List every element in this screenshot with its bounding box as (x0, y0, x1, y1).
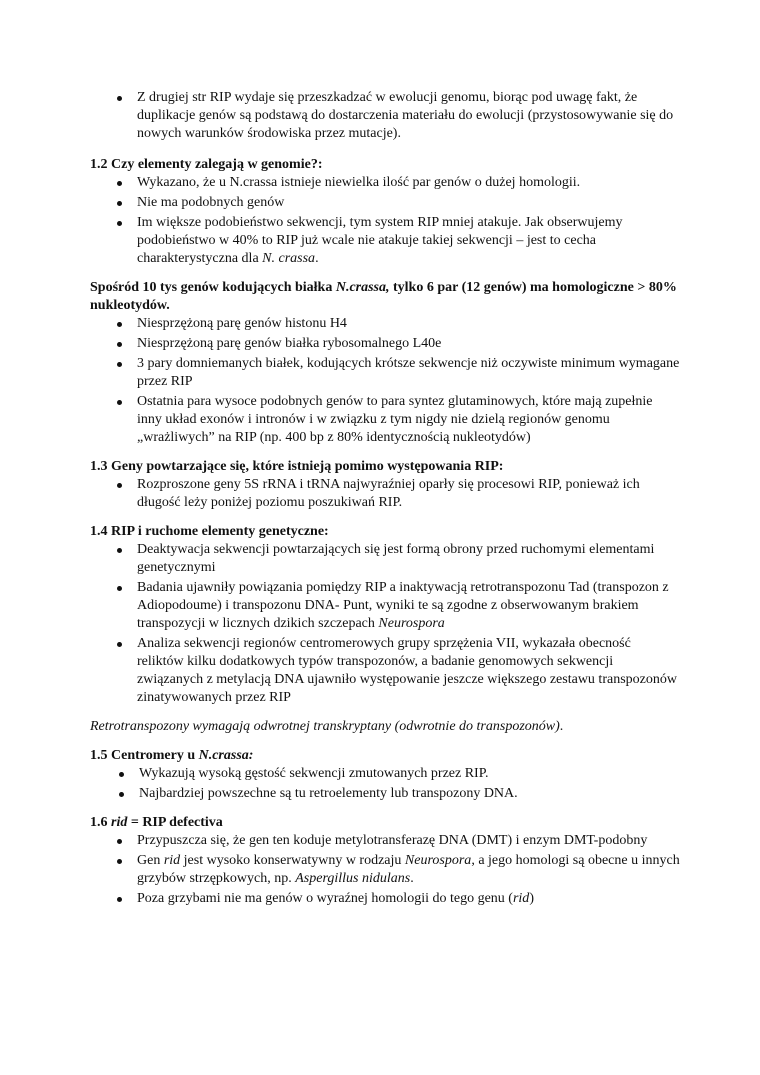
list-item: Przypuszcza się, że gen ten koduje metylotransferazę DNA (DMT) i enzym DMT-podobny (90, 832, 680, 850)
list-item: Analiza sekwencji regionów centromerowych grupy sprzężenia VII, wykazała obecność reliktów kilku dodatkowych typów transpozonów, a badanie genomowych sekwencji związanych z metylacją DNA ujawniło występowanie jeszcze większego zestawu transpozonów zinatywowanych przez RIP (90, 635, 680, 707)
list-item: Najbardziej powszechne są tu retroelementy lub transpozony DNA. (90, 785, 680, 803)
section-1-3-list (90, 476, 680, 512)
list-item: Gen rid jest wysoko konserwatywny w rodzaju Neurospora, a jego homologi są obecne u innych grzybów strzępkowych, np. Aspergillus nidulans. (90, 852, 680, 888)
list-item: Ostatnia para wysoce podobnych genów to para syntez glutaminowych, które mają zupełnie inny układ exonów i intronów i w związku z tym nigdy nie dzielą regionów genomu „wrażliwych” na RIP (np. 400 bp z 80% identycznością nukleotydów) (90, 393, 680, 447)
bullet-icon (117, 897, 122, 902)
section-1-2-list (90, 174, 680, 268)
list-item: Rozproszone geny 5S rRNA i tRNA najwyraźniej oparły się procesowi RIP, ponieważ ich długość leży poniżej poziomu poszukiwań RIP. (90, 476, 680, 512)
list-item: Wykazano, że u N.crassa istnieje niewielka ilość par genów o dużej homologii. (90, 174, 680, 192)
section-heading-1-3: 1.3 Geny powtarzające się, które istnieją pomimo występowania RIP: (90, 459, 504, 474)
section-heading-1-6: 1.6 rid = RIP defectiva (90, 815, 223, 830)
list-item: Z drugiej str RIP wydaje się przeszkadzać w ewolucji genomu, biorąc pod uwagę fakt, że duplikacje genów są podstawą do dostarczenia materiału do ewolucji (przystosowywanie się do nowych warunków środowiska przez mutacje). (90, 89, 680, 143)
list-item: Wykazują wysoką gęstość sekwencji zmutowanych przez RIP. (90, 765, 680, 783)
section-1-6-list (90, 832, 680, 908)
list-item: Niesprzężoną parę genów histonu H4 (90, 315, 680, 333)
retrotransposon-note: Retrotranspozony wymagają odwrotnej transkryptany (odwrotnie do transpozonów). (90, 719, 564, 734)
bullet-icon (119, 792, 124, 797)
bullet-icon (117, 322, 122, 327)
bullet-icon (117, 839, 122, 844)
list-item: Niesprzężoną parę genów białka rybosomalnego L40e (90, 335, 680, 353)
list-item: 3 pary domniemanych białek, kodujących krótsze sekwencje niż oczywiste minimum wymagane przez RIP (90, 355, 680, 391)
sposrod-list (90, 315, 680, 447)
section-1-5-list (90, 765, 680, 803)
bullet-icon (117, 642, 122, 647)
bullet-icon (117, 221, 122, 226)
bullet-icon (117, 96, 122, 101)
bullet-icon (117, 859, 122, 864)
section-heading-1-4: 1.4 RIP i ruchome elementy genetyczne: (90, 524, 329, 539)
section-1-4-list (90, 541, 680, 707)
list-item: Im większe podobieństwo sekwencji, tym system RIP mniej atakuje. Jak obserwujemy podobieństwo w 40% to RIP już wcale nie atakuje takiej sekwencji – jest to cecha charakterystyczna dla N. crassa. (90, 214, 680, 268)
bullet-icon (117, 342, 122, 347)
bullet-icon (117, 586, 122, 591)
section-heading-sposrod: Spośród 10 tys genów kodujących białka N.crassa, tylko 6 par (12 genów) ma homologiczne > 80% nukleotydów. (90, 280, 677, 313)
list-item: Badania ujawniły powiązania pomiędzy RIP a inaktywacją retrotranspozonu Tad (transpozon z Adiopodoume) i transpozonu DNA- Punt, wyniki te są zgodne z obserwowanym brakiem transpozycji w licznych dzikich szczepach Neurospora (90, 579, 680, 633)
list-item: Poza grzybami nie ma genów o wyraźnej homologii do tego genu (rid) (90, 890, 680, 908)
bullet-icon (117, 483, 122, 488)
bullet-icon (117, 362, 122, 367)
bullet-icon (117, 201, 122, 206)
document-content (90, 89, 680, 910)
bullet-icon (117, 181, 122, 186)
list-item: Deaktywacja sekwencji powtarzających się jest formą obrony przed ruchomymi elementami genetycznymi (90, 541, 680, 577)
bullet-icon (119, 772, 124, 777)
bullet-icon (117, 400, 122, 405)
section-heading-1-2: 1.2 Czy elementy zalegają w genomie?: (90, 157, 323, 172)
bullet-icon (117, 548, 122, 553)
list-item: Nie ma podobnych genów (90, 194, 680, 212)
intro-bullet-list (90, 89, 680, 143)
section-heading-1-5: 1.5 Centromery u N.crassa: (90, 748, 254, 763)
